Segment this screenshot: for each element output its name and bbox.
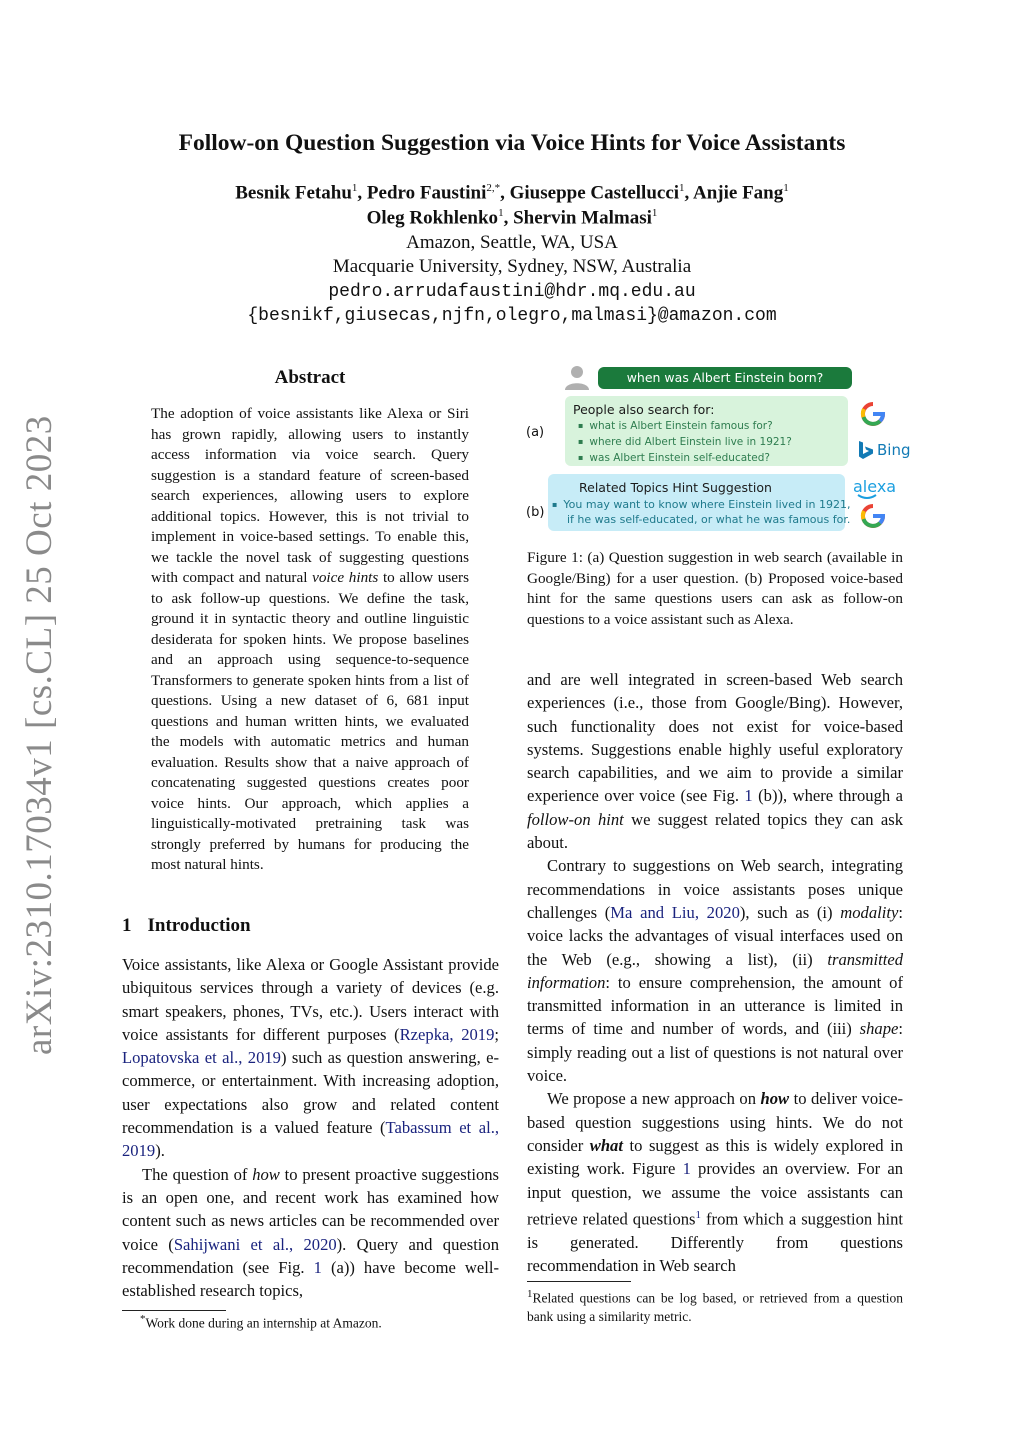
text-run: to present proactive suggestions is an open one, and recent work has examined how content such as news articles can be recommended over voice ( (122, 1164, 499, 1254)
emphasis: modality (840, 902, 899, 922)
bullet-icon: ▪ (552, 500, 558, 509)
abstract-text-part: The adoption of voice assistants like Alexa or Siri has grown rapidly, allowing users to instantly access information via voice search. Query suggestion is a standard feature of screen-based search experiences, allowing users to explore additional topics. However, this is not trivial to implement in voice-based settings. To enable this, we tackle the novel task of suggesting questions with compact and natural (151, 405, 469, 586)
footnote-related-questions (527, 1285, 903, 1326)
email-line-2: {besnikf,giusecas,njfn,olegro,malmasi}@amazon.com (247, 306, 777, 326)
citation-link[interactable]: Lopatovska et al., 2019 (122, 1048, 281, 1068)
author-name: Giuseppe Castellucci (509, 182, 680, 204)
text-run: : to ensure comprehension, the amount of transmitted information in an utterance is limited in terms of time and number of words, and (iii) (527, 972, 903, 1039)
citation-link[interactable]: Tabassum et al., 2019 (122, 1118, 499, 1161)
author-affiliation-mark: 1 (783, 182, 789, 194)
abstract-text (151, 404, 469, 876)
text-run: to deliver voice-based question suggestions using hints. We do not consider (527, 1089, 903, 1155)
section-heading-introduction (122, 915, 251, 937)
text-run: ). (155, 1141, 165, 1161)
text-run: and are well integrated in screen-based Web search experiences (i.e., those from Google/Bing). However, such functionality does not exist for voice-based systems. Suggestions enable highly useful exploratory search capabilities, and we aim to provide a similar experience over voice (see Fig. (527, 670, 903, 806)
citation-year: 2019 (247, 1048, 281, 1068)
citation-year: 2020 (706, 902, 740, 922)
footnote-divider (527, 1281, 631, 1282)
panel-a-title: People also search for: (573, 402, 715, 417)
voice-hint-line (552, 497, 850, 512)
suggested-question: ▪ was Albert Einstein self-educated? (578, 450, 792, 466)
user-query-bubble: when was Albert Einstein born? (598, 367, 852, 389)
email-line-1: pedro.arrudafaustini@hdr.mq.edu.au (328, 282, 696, 302)
introduction-text-continued (527, 668, 903, 1277)
text-run: Contrary to suggestions on Web search, integrating recommendations in voice assistants poses unique challenges ( (527, 856, 903, 922)
emphasis: what (589, 1135, 623, 1155)
paragraph (527, 854, 903, 1087)
panel-b-title: Related Topics Hint Suggestion (579, 480, 772, 495)
paragraph (122, 1163, 499, 1303)
citation-year: 2019 (461, 1024, 495, 1044)
paragraph (527, 668, 903, 854)
text-run: The question of (142, 1164, 248, 1184)
panel-label-a: (a) (526, 425, 545, 440)
paragraph (122, 953, 499, 1163)
alexa-logo-label: alexa (853, 477, 897, 496)
text-run: to suggest as this is widely explored in existing work. Figure (527, 1135, 903, 1179)
emphasis: follow-on hint (527, 809, 624, 829)
bing-label: Bing (877, 441, 911, 459)
alexa-smile-icon (857, 494, 877, 500)
citation-link[interactable]: Ma and Liu, 2020 (610, 902, 740, 922)
voice-hint-text (552, 497, 850, 527)
abstract-text-part: to allow users to ask follow-up questions. We define the task, ground it in syntactic theory and outline linguistic desiderata for spoken hints. We propose baselines and an approach using sequence-to-sequence Transformers to generate spoken hints from a list of questions. Using a new dataset of 6, 681 input questions and human written hints, we evaluated the models with automatic metrics and human evaluation. Results show that a naive approach of concatenating suggested questions creates poor voice hints. Our approach, which applies a linguistically-motivated pretraining task was strongly preferred by humans for producing the most natural hints. (151, 569, 469, 873)
footnote-mark: * (140, 1313, 146, 1325)
affiliation-macquarie: Macquarie University, Sydney, NSW, Australia (332, 256, 692, 277)
text-run: : voice lacks the advantages of visual interfaces used on the Web (e.g., showing a list), (ii) (527, 902, 903, 969)
footnote-divider (122, 1310, 226, 1311)
voice-hint-line-text: You may want to know where Einstein lived in 1921, (563, 498, 851, 511)
author-name: Besnik Fetahu (235, 182, 352, 204)
paragraph (527, 1087, 903, 1277)
arxiv-identifier: arXiv:2310.17034v1 [cs.CL] 25 Oct 2023 (19, 415, 60, 1055)
voice-hint-line: if he was self-educated, or what he was famous for. (567, 513, 851, 526)
author-name: Pedro Faustini (366, 182, 487, 204)
text-run: (a)) have become well-established research topics, (122, 1257, 499, 1301)
footnote-reference-link[interactable]: 1 (695, 1208, 701, 1221)
citation-author: Ma and Liu (610, 902, 695, 922)
text-run: : simply reading out a list of questions is not natural over voice. (527, 1019, 903, 1086)
emphasis: transmitted information (527, 949, 903, 992)
author-affiliation-mark: 1 (651, 207, 658, 219)
author-affiliation-mark: 1 (498, 207, 504, 219)
footnote-text: Related questions can be log based, or retrieved from a question bank using a similarity metric. (527, 1290, 903, 1324)
text-run: ) such as question answering, e-commerce, or entertainment. With increasing adoption, user expectations also grow and related content recommendation is a valued feature ( (122, 1048, 499, 1138)
citation-link[interactable]: Rzepka, 2019 (399, 1024, 495, 1044)
footnote-internship (140, 1313, 382, 1332)
author-affiliation-mark: 2,* (486, 182, 501, 194)
author-line-2: Oleg Rokhlenko$^1$, Shervin Malmasi$^1$ (366, 207, 658, 229)
figure-reference-link[interactable]: 1 (313, 1257, 322, 1277)
author-affiliation-mark: 1 (679, 182, 685, 194)
citation-link[interactable]: Sahijwani et al., 2020 (173, 1234, 337, 1254)
citation-author: Lopatovska et al. (122, 1048, 239, 1068)
citation-year: 2020 (303, 1234, 337, 1254)
author-name: Anjie Fang (693, 182, 784, 204)
user-avatar-icon (563, 364, 591, 390)
suggested-question: ▪ where did Albert Einstein live in 1921? (578, 434, 792, 450)
citation-author: Rzepka (399, 1024, 450, 1044)
author-affiliation-mark: 1 (351, 182, 358, 194)
citation-year: 2019 (122, 1141, 156, 1161)
suggested-questions-list (564, 418, 792, 466)
author-name: Shervin Malmasi (513, 207, 652, 229)
text-run: ; (494, 1024, 499, 1044)
section-number: 1 (122, 915, 132, 936)
text-run: (b)), where through a (758, 786, 903, 806)
emphasis: shape (859, 1019, 899, 1039)
figure-caption: Figure 1: (a) Question suggestion in web search (available in Google/Bing) for a user question. (b) Proposed voice-based hint for the same questions users can ask as follow-on questions to a voice assistant such as Alexa. (527, 549, 903, 628)
emphasis: how (252, 1164, 280, 1184)
text-run: from which a suggestion hint is generated. Differently from questions recommendation in Web search (527, 1209, 903, 1275)
footnote-text: Work done during an internship at Amazon. (145, 1315, 382, 1331)
abstract-emphasis: voice hints (312, 569, 379, 586)
introduction-text (122, 953, 499, 1302)
figure-reference-link[interactable]: 1 (682, 1159, 691, 1179)
text-run: ), such as (i) (739, 902, 833, 922)
text-run: we suggest related topics they can ask about. (527, 809, 903, 853)
text-run: We propose a new approach on (547, 1089, 757, 1109)
suggested-question: ▪ what is Albert Einstein famous for? (578, 418, 792, 434)
paper-title: Follow-on Question Suggestion via Voice Hints for Voice Assistants (178, 130, 846, 156)
google-logo-icon (860, 503, 886, 529)
panel-label-b: (b) (526, 505, 545, 520)
bing-logo-icon (857, 440, 875, 460)
text-run: Voice assistants, like Alexa or Google Assistant provide ubiquitous services through a variety of devices (e.g. smart speakers, phones, TVs, etc.). Users interact with voice assistants for different purposes ( (122, 955, 499, 1044)
section-title: Introduction (147, 915, 251, 936)
citation-author: Sahijwani et al. (173, 1234, 289, 1254)
footnote-mark: 1 (527, 1288, 533, 1300)
text-run: provides an overview. For an input question, we assume the voice assistants can retrieve related questions (527, 1159, 903, 1229)
author-line-1: Besnik Fetahu$^1$, Pedro Faustini$^{2,*}$, Giuseppe Castellucci$^1$, Anjie Fang$^1$ (235, 182, 789, 204)
citation-author: Tabassum et al. (385, 1118, 495, 1138)
text-run: ). Query and question recommendation (see Fig. (122, 1234, 500, 1277)
google-logo-icon (860, 401, 886, 427)
affiliation-amazon: Amazon, Seattle, WA, USA (406, 232, 618, 253)
figure-reference-link[interactable]: 1 (744, 786, 753, 806)
author-name: Oleg Rokhlenko (366, 207, 499, 229)
abstract-heading: Abstract (274, 367, 346, 388)
emphasis: how (760, 1089, 790, 1109)
